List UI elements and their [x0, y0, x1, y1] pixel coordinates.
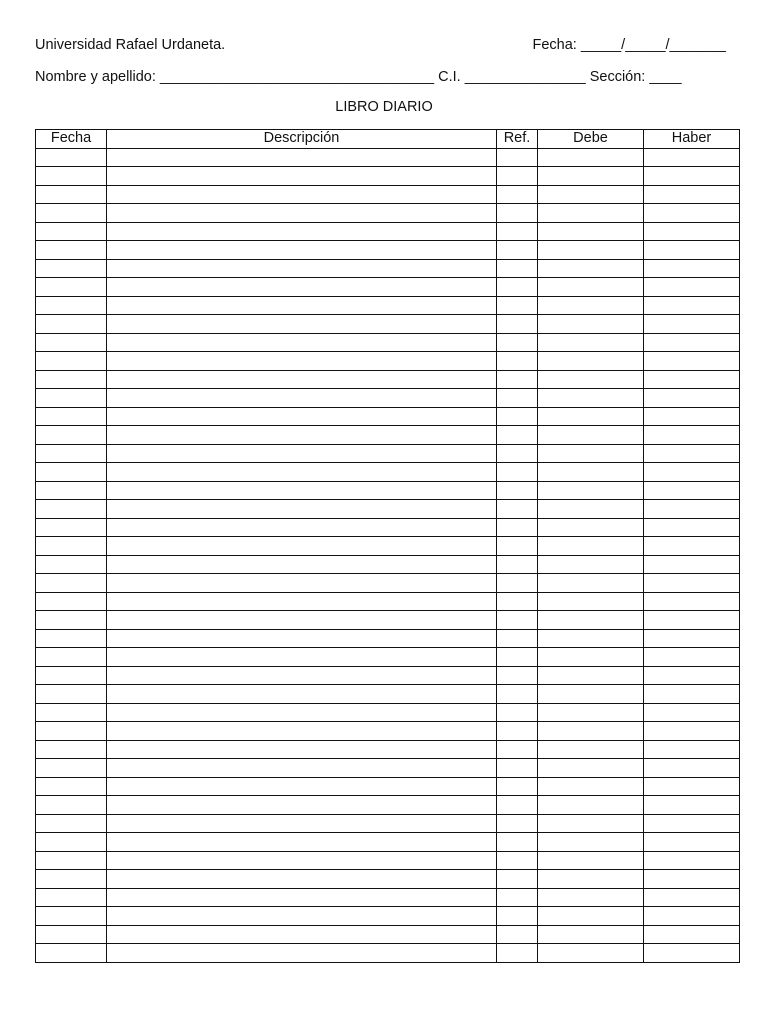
cell-haber: [644, 167, 740, 186]
cell-descripcion: [107, 537, 497, 556]
cell-fecha: [36, 851, 107, 870]
cell-descripcion: [107, 389, 497, 408]
cell-descripcion: [107, 315, 497, 334]
cell-descripcion: [107, 370, 497, 389]
cell-debe: [538, 666, 644, 685]
cell-descripcion: [107, 907, 497, 926]
cell-debe: [538, 648, 644, 667]
table-row: [36, 426, 740, 445]
document-title: LIBRO DIARIO: [335, 99, 433, 115]
table-row: [36, 722, 740, 741]
cell-fecha: [36, 352, 107, 371]
table-row: [36, 204, 740, 223]
cell-ref: [497, 925, 538, 944]
institution-name: Universidad Rafael Urdaneta.: [35, 37, 226, 53]
table-row: [36, 611, 740, 630]
table-row: [36, 740, 740, 759]
cell-fecha: [36, 296, 107, 315]
cell-haber: [644, 629, 740, 648]
cell-haber: [644, 389, 740, 408]
cell-ref: [497, 185, 538, 204]
table-row: [36, 500, 740, 519]
cell-fecha: [36, 759, 107, 778]
table-row: [36, 592, 740, 611]
cell-ref: [497, 555, 538, 574]
table-row: [36, 518, 740, 537]
cell-descripcion: [107, 870, 497, 889]
cell-haber: [644, 574, 740, 593]
cell-debe: [538, 333, 644, 352]
column-header-ref: Ref.: [497, 130, 538, 149]
cell-fecha: [36, 833, 107, 852]
cell-debe: [538, 537, 644, 556]
cell-descripcion: [107, 777, 497, 796]
cell-descripcion: [107, 222, 497, 241]
cell-debe: [538, 611, 644, 630]
cell-debe: [538, 740, 644, 759]
cell-fecha: [36, 500, 107, 519]
cell-ref: [497, 296, 538, 315]
table-row: [36, 944, 740, 963]
cell-descripcion: [107, 833, 497, 852]
cell-haber: [644, 648, 740, 667]
table-row: [36, 259, 740, 278]
table-row: [36, 481, 740, 500]
cell-ref: [497, 500, 538, 519]
cell-fecha: [36, 888, 107, 907]
cell-debe: [538, 851, 644, 870]
table-row: [36, 296, 740, 315]
cell-haber: [644, 370, 740, 389]
cell-ref: [497, 703, 538, 722]
table-row: [36, 222, 740, 241]
table-row: [36, 574, 740, 593]
table-row: [36, 777, 740, 796]
cell-haber: [644, 796, 740, 815]
cell-fecha: [36, 685, 107, 704]
cell-debe: [538, 814, 644, 833]
table-row: [36, 167, 740, 186]
cell-haber: [644, 833, 740, 852]
cell-debe: [538, 278, 644, 297]
table-row: [36, 537, 740, 556]
cell-debe: [538, 555, 644, 574]
cell-haber: [644, 777, 740, 796]
cell-debe: [538, 296, 644, 315]
cell-fecha: [36, 907, 107, 926]
cell-haber: [644, 888, 740, 907]
cell-descripcion: [107, 944, 497, 963]
table-row: [36, 370, 740, 389]
cell-debe: [538, 796, 644, 815]
cell-ref: [497, 407, 538, 426]
cell-ref: [497, 796, 538, 815]
cell-descripcion: [107, 685, 497, 704]
cell-fecha: [36, 574, 107, 593]
cell-debe: [538, 407, 644, 426]
cell-ref: [497, 426, 538, 445]
cell-haber: [644, 204, 740, 223]
cell-debe: [538, 833, 644, 852]
cell-descripcion: [107, 241, 497, 260]
cell-fecha: [36, 722, 107, 741]
column-header-haber: Haber: [644, 130, 740, 149]
cell-ref: [497, 574, 538, 593]
cell-debe: [538, 426, 644, 445]
cell-haber: [644, 537, 740, 556]
cell-ref: [497, 759, 538, 778]
student-info-line: Nombre y apellido: __________________________________ C.I. _______________ Sección: ____: [35, 69, 682, 85]
cell-haber: [644, 944, 740, 963]
journal-table: [35, 129, 740, 963]
cell-debe: [538, 703, 644, 722]
cell-descripcion: [107, 407, 497, 426]
cell-haber: [644, 333, 740, 352]
cell-ref: [497, 851, 538, 870]
cell-descripcion: [107, 185, 497, 204]
cell-fecha: [36, 333, 107, 352]
cell-ref: [497, 629, 538, 648]
cell-fecha: [36, 463, 107, 482]
cell-debe: [538, 148, 644, 167]
table-header-row: [36, 130, 740, 149]
cell-haber: [644, 241, 740, 260]
cell-ref: [497, 333, 538, 352]
cell-descripcion: [107, 574, 497, 593]
cell-fecha: [36, 870, 107, 889]
column-header-debe: Debe: [538, 130, 644, 149]
cell-debe: [538, 222, 644, 241]
cell-haber: [644, 222, 740, 241]
cell-descripcion: [107, 851, 497, 870]
table-row: [36, 685, 740, 704]
cell-fecha: [36, 167, 107, 186]
cell-haber: [644, 666, 740, 685]
cell-descripcion: [107, 167, 497, 186]
cell-ref: [497, 685, 538, 704]
cell-debe: [538, 629, 644, 648]
cell-haber: [644, 611, 740, 630]
cell-fecha: [36, 925, 107, 944]
cell-haber: [644, 278, 740, 297]
cell-debe: [538, 444, 644, 463]
cell-haber: [644, 685, 740, 704]
cell-debe: [538, 167, 644, 186]
cell-ref: [497, 463, 538, 482]
cell-haber: [644, 352, 740, 371]
table-row: [36, 352, 740, 371]
cell-ref: [497, 740, 538, 759]
cell-ref: [497, 870, 538, 889]
cell-ref: [497, 241, 538, 260]
cell-debe: [538, 259, 644, 278]
cell-debe: [538, 352, 644, 371]
cell-descripcion: [107, 278, 497, 297]
cell-haber: [644, 703, 740, 722]
cell-debe: [538, 389, 644, 408]
cell-ref: [497, 204, 538, 223]
cell-fecha: [36, 222, 107, 241]
table-row: [36, 315, 740, 334]
cell-fecha: [36, 648, 107, 667]
cell-fecha: [36, 629, 107, 648]
journal-body: [36, 148, 740, 962]
cell-debe: [538, 722, 644, 741]
cell-haber: [644, 315, 740, 334]
cell-descripcion: [107, 796, 497, 815]
cell-fecha: [36, 426, 107, 445]
cell-descripcion: [107, 148, 497, 167]
cell-fecha: [36, 537, 107, 556]
table-row: [36, 185, 740, 204]
table-row: [36, 666, 740, 685]
cell-fecha: [36, 703, 107, 722]
cell-haber: [644, 426, 740, 445]
cell-ref: [497, 611, 538, 630]
cell-fecha: [36, 481, 107, 500]
cell-fecha: [36, 777, 107, 796]
date-field: Fecha: _____/_____/_______: [532, 37, 726, 53]
cell-debe: [538, 777, 644, 796]
cell-debe: [538, 204, 644, 223]
cell-haber: [644, 185, 740, 204]
table-row: [36, 814, 740, 833]
cell-descripcion: [107, 463, 497, 482]
cell-fecha: [36, 518, 107, 537]
cell-debe: [538, 759, 644, 778]
cell-descripcion: [107, 814, 497, 833]
cell-ref: [497, 722, 538, 741]
cell-ref: [497, 148, 538, 167]
cell-haber: [644, 444, 740, 463]
table-row: [36, 407, 740, 426]
cell-ref: [497, 444, 538, 463]
cell-descripcion: [107, 629, 497, 648]
cell-debe: [538, 574, 644, 593]
table-row: [36, 241, 740, 260]
cell-fecha: [36, 944, 107, 963]
cell-descripcion: [107, 888, 497, 907]
cell-debe: [538, 592, 644, 611]
cell-debe: [538, 500, 644, 519]
cell-fecha: [36, 259, 107, 278]
cell-fecha: [36, 315, 107, 334]
cell-ref: [497, 944, 538, 963]
cell-fecha: [36, 148, 107, 167]
cell-debe: [538, 907, 644, 926]
cell-haber: [644, 870, 740, 889]
cell-debe: [538, 463, 644, 482]
cell-fecha: [36, 555, 107, 574]
cell-fecha: [36, 370, 107, 389]
cell-debe: [538, 481, 644, 500]
cell-ref: [497, 777, 538, 796]
table-row: [36, 796, 740, 815]
cell-haber: [644, 518, 740, 537]
cell-descripcion: [107, 259, 497, 278]
cell-debe: [538, 870, 644, 889]
cell-ref: [497, 389, 538, 408]
table-row: [36, 278, 740, 297]
cell-haber: [644, 500, 740, 519]
table-row: [36, 629, 740, 648]
cell-debe: [538, 370, 644, 389]
cell-debe: [538, 925, 644, 944]
cell-ref: [497, 278, 538, 297]
cell-descripcion: [107, 333, 497, 352]
table-row: [36, 333, 740, 352]
cell-descripcion: [107, 759, 497, 778]
cell-haber: [644, 481, 740, 500]
cell-ref: [497, 833, 538, 852]
cell-fecha: [36, 740, 107, 759]
cell-debe: [538, 518, 644, 537]
cell-fecha: [36, 592, 107, 611]
cell-descripcion: [107, 352, 497, 371]
cell-haber: [644, 592, 740, 611]
cell-haber: [644, 722, 740, 741]
cell-descripcion: [107, 500, 497, 519]
cell-descripcion: [107, 925, 497, 944]
cell-debe: [538, 185, 644, 204]
cell-fecha: [36, 389, 107, 408]
table-row: [36, 759, 740, 778]
cell-descripcion: [107, 722, 497, 741]
cell-descripcion: [107, 296, 497, 315]
cell-fecha: [36, 444, 107, 463]
cell-descripcion: [107, 518, 497, 537]
cell-haber: [644, 851, 740, 870]
cell-haber: [644, 925, 740, 944]
cell-descripcion: [107, 703, 497, 722]
cell-haber: [644, 814, 740, 833]
cell-debe: [538, 685, 644, 704]
cell-descripcion: [107, 648, 497, 667]
cell-ref: [497, 518, 538, 537]
table-row: [36, 833, 740, 852]
cell-ref: [497, 352, 538, 371]
table-row: [36, 648, 740, 667]
cell-ref: [497, 907, 538, 926]
table-row: [36, 925, 740, 944]
cell-fecha: [36, 278, 107, 297]
cell-debe: [538, 241, 644, 260]
column-header-fecha: Fecha: [36, 130, 107, 149]
cell-haber: [644, 148, 740, 167]
cell-descripcion: [107, 481, 497, 500]
table-row: [36, 555, 740, 574]
cell-ref: [497, 888, 538, 907]
cell-descripcion: [107, 592, 497, 611]
cell-debe: [538, 315, 644, 334]
cell-haber: [644, 907, 740, 926]
cell-ref: [497, 648, 538, 667]
table-row: [36, 463, 740, 482]
cell-descripcion: [107, 426, 497, 445]
cell-fecha: [36, 611, 107, 630]
table-row: [36, 389, 740, 408]
cell-ref: [497, 666, 538, 685]
cell-ref: [497, 315, 538, 334]
cell-ref: [497, 814, 538, 833]
table-row: [36, 888, 740, 907]
cell-ref: [497, 167, 538, 186]
cell-ref: [497, 370, 538, 389]
cell-ref: [497, 259, 538, 278]
cell-descripcion: [107, 204, 497, 223]
cell-haber: [644, 740, 740, 759]
cell-debe: [538, 944, 644, 963]
cell-descripcion: [107, 611, 497, 630]
cell-descripcion: [107, 555, 497, 574]
cell-ref: [497, 537, 538, 556]
table-row: [36, 851, 740, 870]
cell-fecha: [36, 185, 107, 204]
cell-fecha: [36, 204, 107, 223]
cell-fecha: [36, 814, 107, 833]
cell-haber: [644, 463, 740, 482]
column-header-descripcion: Descripción: [107, 130, 497, 149]
table-row: [36, 907, 740, 926]
cell-ref: [497, 481, 538, 500]
cell-fecha: [36, 796, 107, 815]
table-row: [36, 703, 740, 722]
cell-haber: [644, 759, 740, 778]
cell-fecha: [36, 666, 107, 685]
table-row: [36, 444, 740, 463]
cell-haber: [644, 407, 740, 426]
cell-fecha: [36, 407, 107, 426]
cell-haber: [644, 296, 740, 315]
cell-descripcion: [107, 444, 497, 463]
cell-haber: [644, 555, 740, 574]
cell-ref: [497, 592, 538, 611]
cell-fecha: [36, 241, 107, 260]
cell-descripcion: [107, 740, 497, 759]
cell-descripcion: [107, 666, 497, 685]
cell-haber: [644, 259, 740, 278]
table-row: [36, 870, 740, 889]
cell-ref: [497, 222, 538, 241]
cell-debe: [538, 888, 644, 907]
table-row: [36, 148, 740, 167]
